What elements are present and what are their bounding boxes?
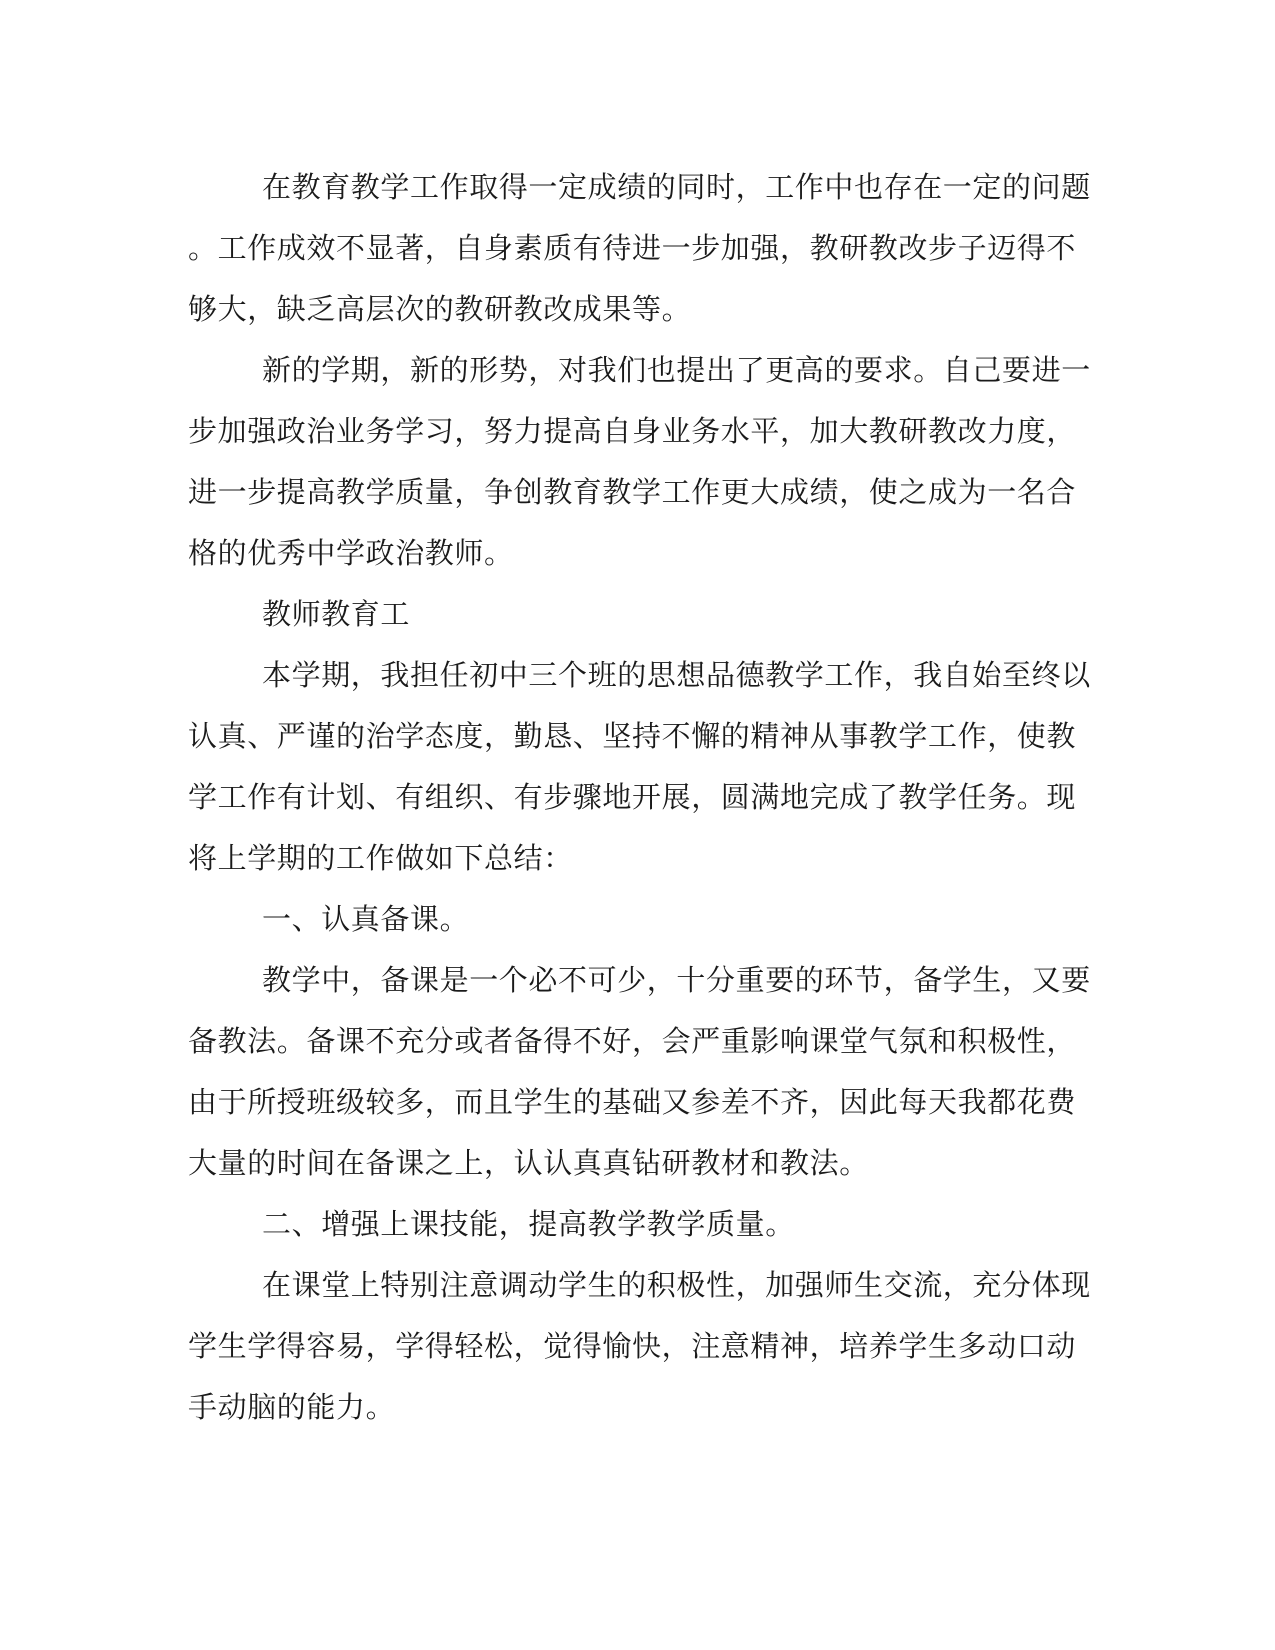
text-line: 一、认真备课。 <box>262 902 470 936</box>
document-body <box>188 157 1091 1438</box>
text-line: 将上学期的工作做如下总结： <box>188 841 573 875</box>
text-line: 够大，缺乏高层次的教研教改成果等。 <box>188 292 692 326</box>
text-line: 格的优秀中学政治教师。 <box>188 536 514 570</box>
text-line: 二、增强上课技能，提高教学教学质量。 <box>262 1207 795 1241</box>
text-line: 教学中，备课是一个必不可少，十分重要的环节，备学生，又要 <box>262 963 1091 997</box>
text-line: 手动脑的能力。 <box>188 1390 396 1424</box>
text-line: 备教法。备课不充分或者备得不好，会严重影响课堂气氛和积极性， <box>188 1024 1077 1058</box>
text-line: 大量的时间在备课之上，认认真真钻研教材和教法。 <box>188 1146 869 1180</box>
text-line: 在教育教学工作取得一定成绩的同时，工作中也存在一定的问题 <box>262 170 1091 204</box>
text-line: 认真、严谨的治学态度，勤恳、坚持不懈的精神从事教学工作，使教 <box>188 719 1077 753</box>
text-line: 步加强政治业务学习，努力提高自身业务水平，加大教研教改力度， <box>188 414 1077 448</box>
text-line: 教师教育工 <box>262 597 411 631</box>
text-line: 本学期，我担任初中三个班的思想品德教学工作，我自始至终以 <box>262 658 1091 692</box>
text-line: 学生学得容易，学得轻松，觉得愉快，注意精神，培养学生多动口动 <box>188 1329 1077 1363</box>
text-line: 学工作有计划、有组织、有步骤地开展，圆满地完成了教学任务。现 <box>188 780 1077 814</box>
text-line: 由于所授班级较多，而且学生的基础又参差不齐，因此每天我都花费 <box>188 1085 1077 1119</box>
text-line: 进一步提高教学质量，争创教育教学工作更大成绩，使之成为一名合 <box>188 475 1077 509</box>
text-line: 新的学期，新的形势，对我们也提出了更高的要求。自己要进一 <box>262 353 1091 387</box>
text-line: 。工作成效不显著，自身素质有待进一步加强，教研教改步子迈得不 <box>188 231 1077 265</box>
text-line: 在课堂上特别注意调动学生的积极性，加强师生交流，充分体现 <box>262 1268 1091 1302</box>
